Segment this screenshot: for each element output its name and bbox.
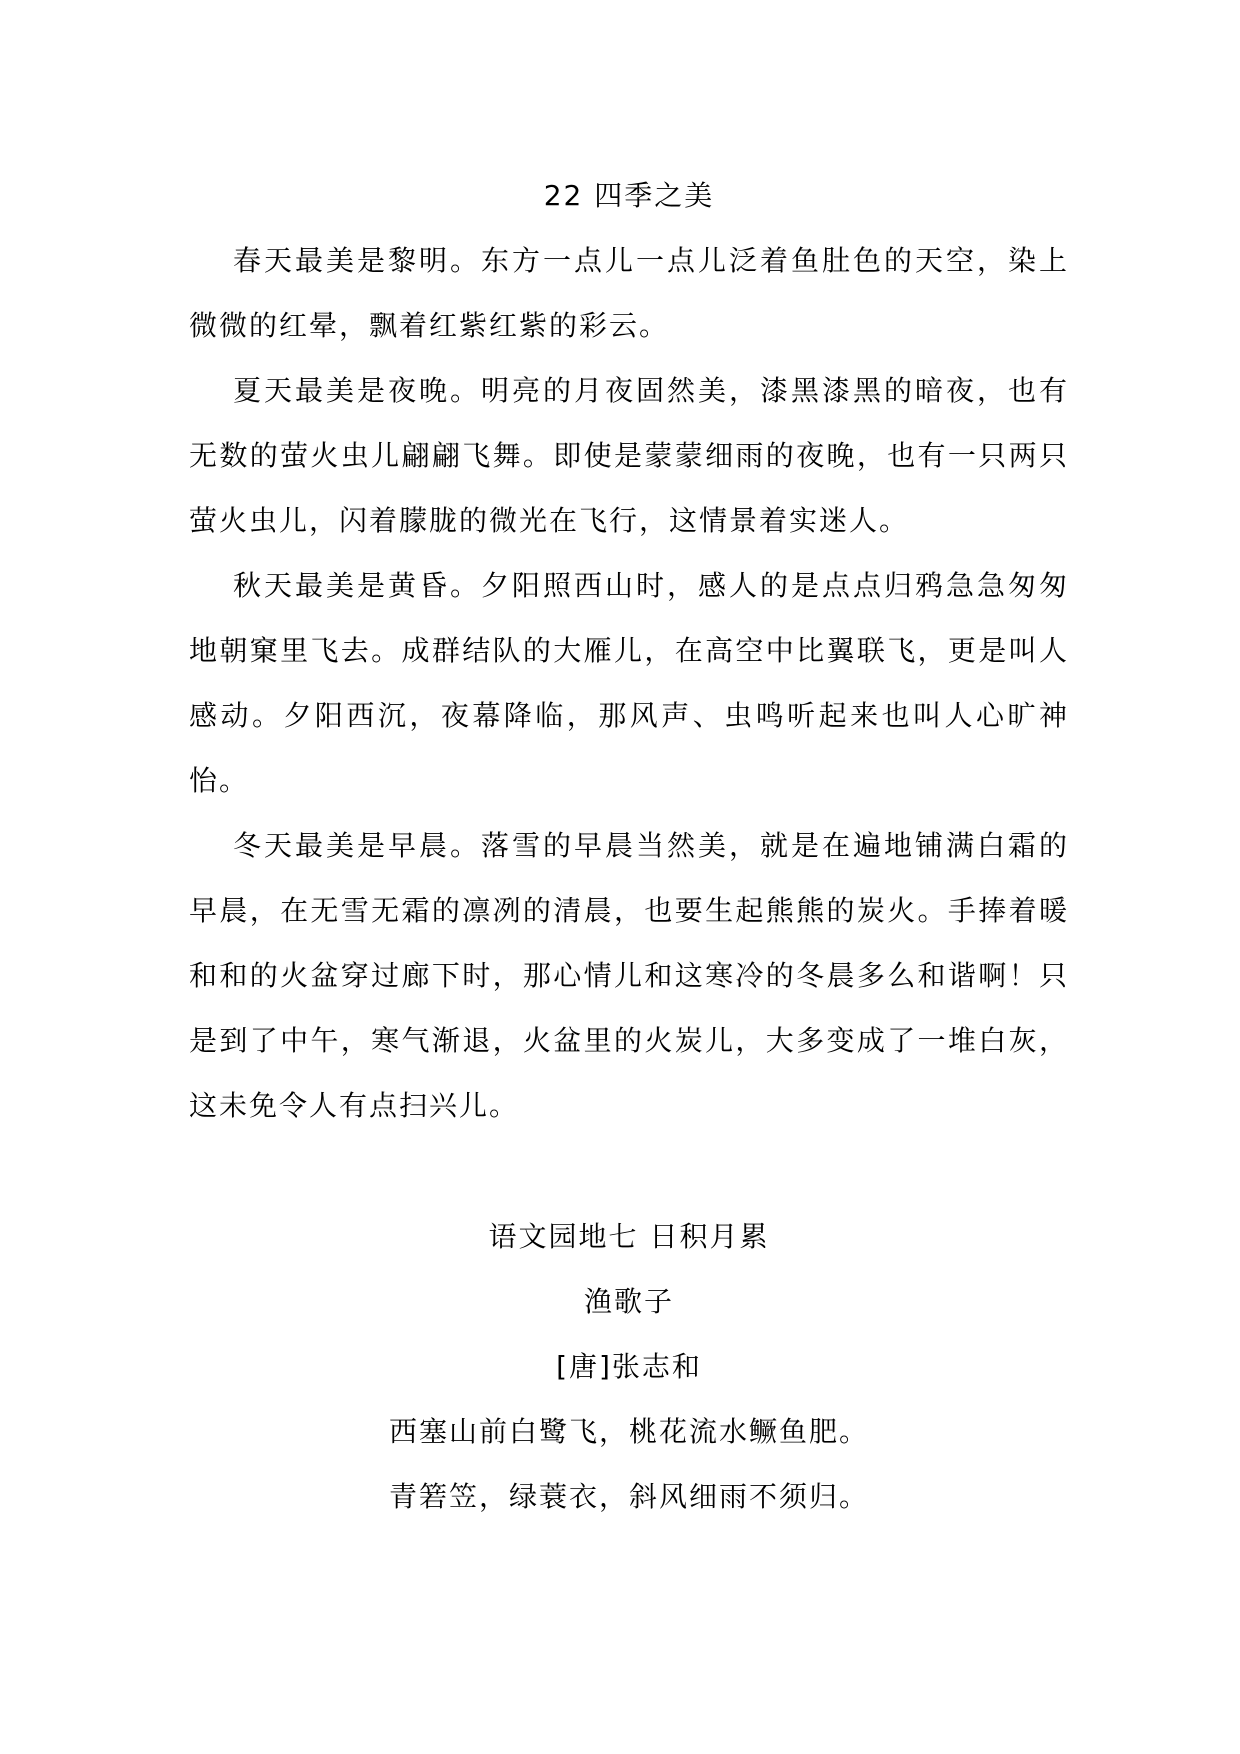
paragraph-autumn: 秋天最美是黄昏。夕阳照西山时，感人的是点点归鸦急急匆匆地朝窠里飞去。成群结队的大雁儿，在高空中比翼联飞，更是叫人感动。夕阳西沉，夜幕降临，那风声、虫鸣听起来也叫人心旷神怡。	[189, 569, 1069, 797]
paragraph-spring: 春天最美是黎明。东方一点儿一点儿泛着鱼肚色的天空，染上微微的红晕，飘着红紫红紫的彩云。	[189, 244, 1069, 342]
poem-title: 渔歌子	[583, 1285, 674, 1318]
poem-author: [唐]张志和	[556, 1350, 702, 1383]
poem-line: 青箬笠，绿蓑衣，斜风细雨不须归。	[388, 1480, 869, 1513]
lesson-title: 22 四季之美	[543, 179, 715, 212]
paragraph-winter: 冬天最美是早晨。落雪的早晨当然美，就是在遍地铺满白霜的早晨，在无雪无霜的凛冽的清晨，也要生起熊熊的炭火。手捧着暖和和的火盆穿过廊下时，那心情儿和这寒冷的冬晨多么和谐啊！只是到了中午，寒气渐退，火盆里的火炭儿，大多变成了一堆白灰，这未免令人有点扫兴儿。	[189, 829, 1069, 1122]
poem-line: 西塞山前白鹭飞，桃花流水鳜鱼肥。	[388, 1415, 869, 1448]
document-content	[189, 164, 1069, 1529]
paragraph-summer: 夏天最美是夜晚。明亮的月夜固然美，漆黑漆黑的暗夜，也有无数的萤火虫儿翩翩飞舞。即使是蒙蒙细雨的夜晚，也有一只两只萤火虫儿，闪着朦胧的微光在飞行，这情景着实迷人。	[189, 374, 1069, 537]
garden-heading: 语文园地七 日积月累	[488, 1220, 770, 1253]
section-spacer	[189, 1138, 1069, 1204]
